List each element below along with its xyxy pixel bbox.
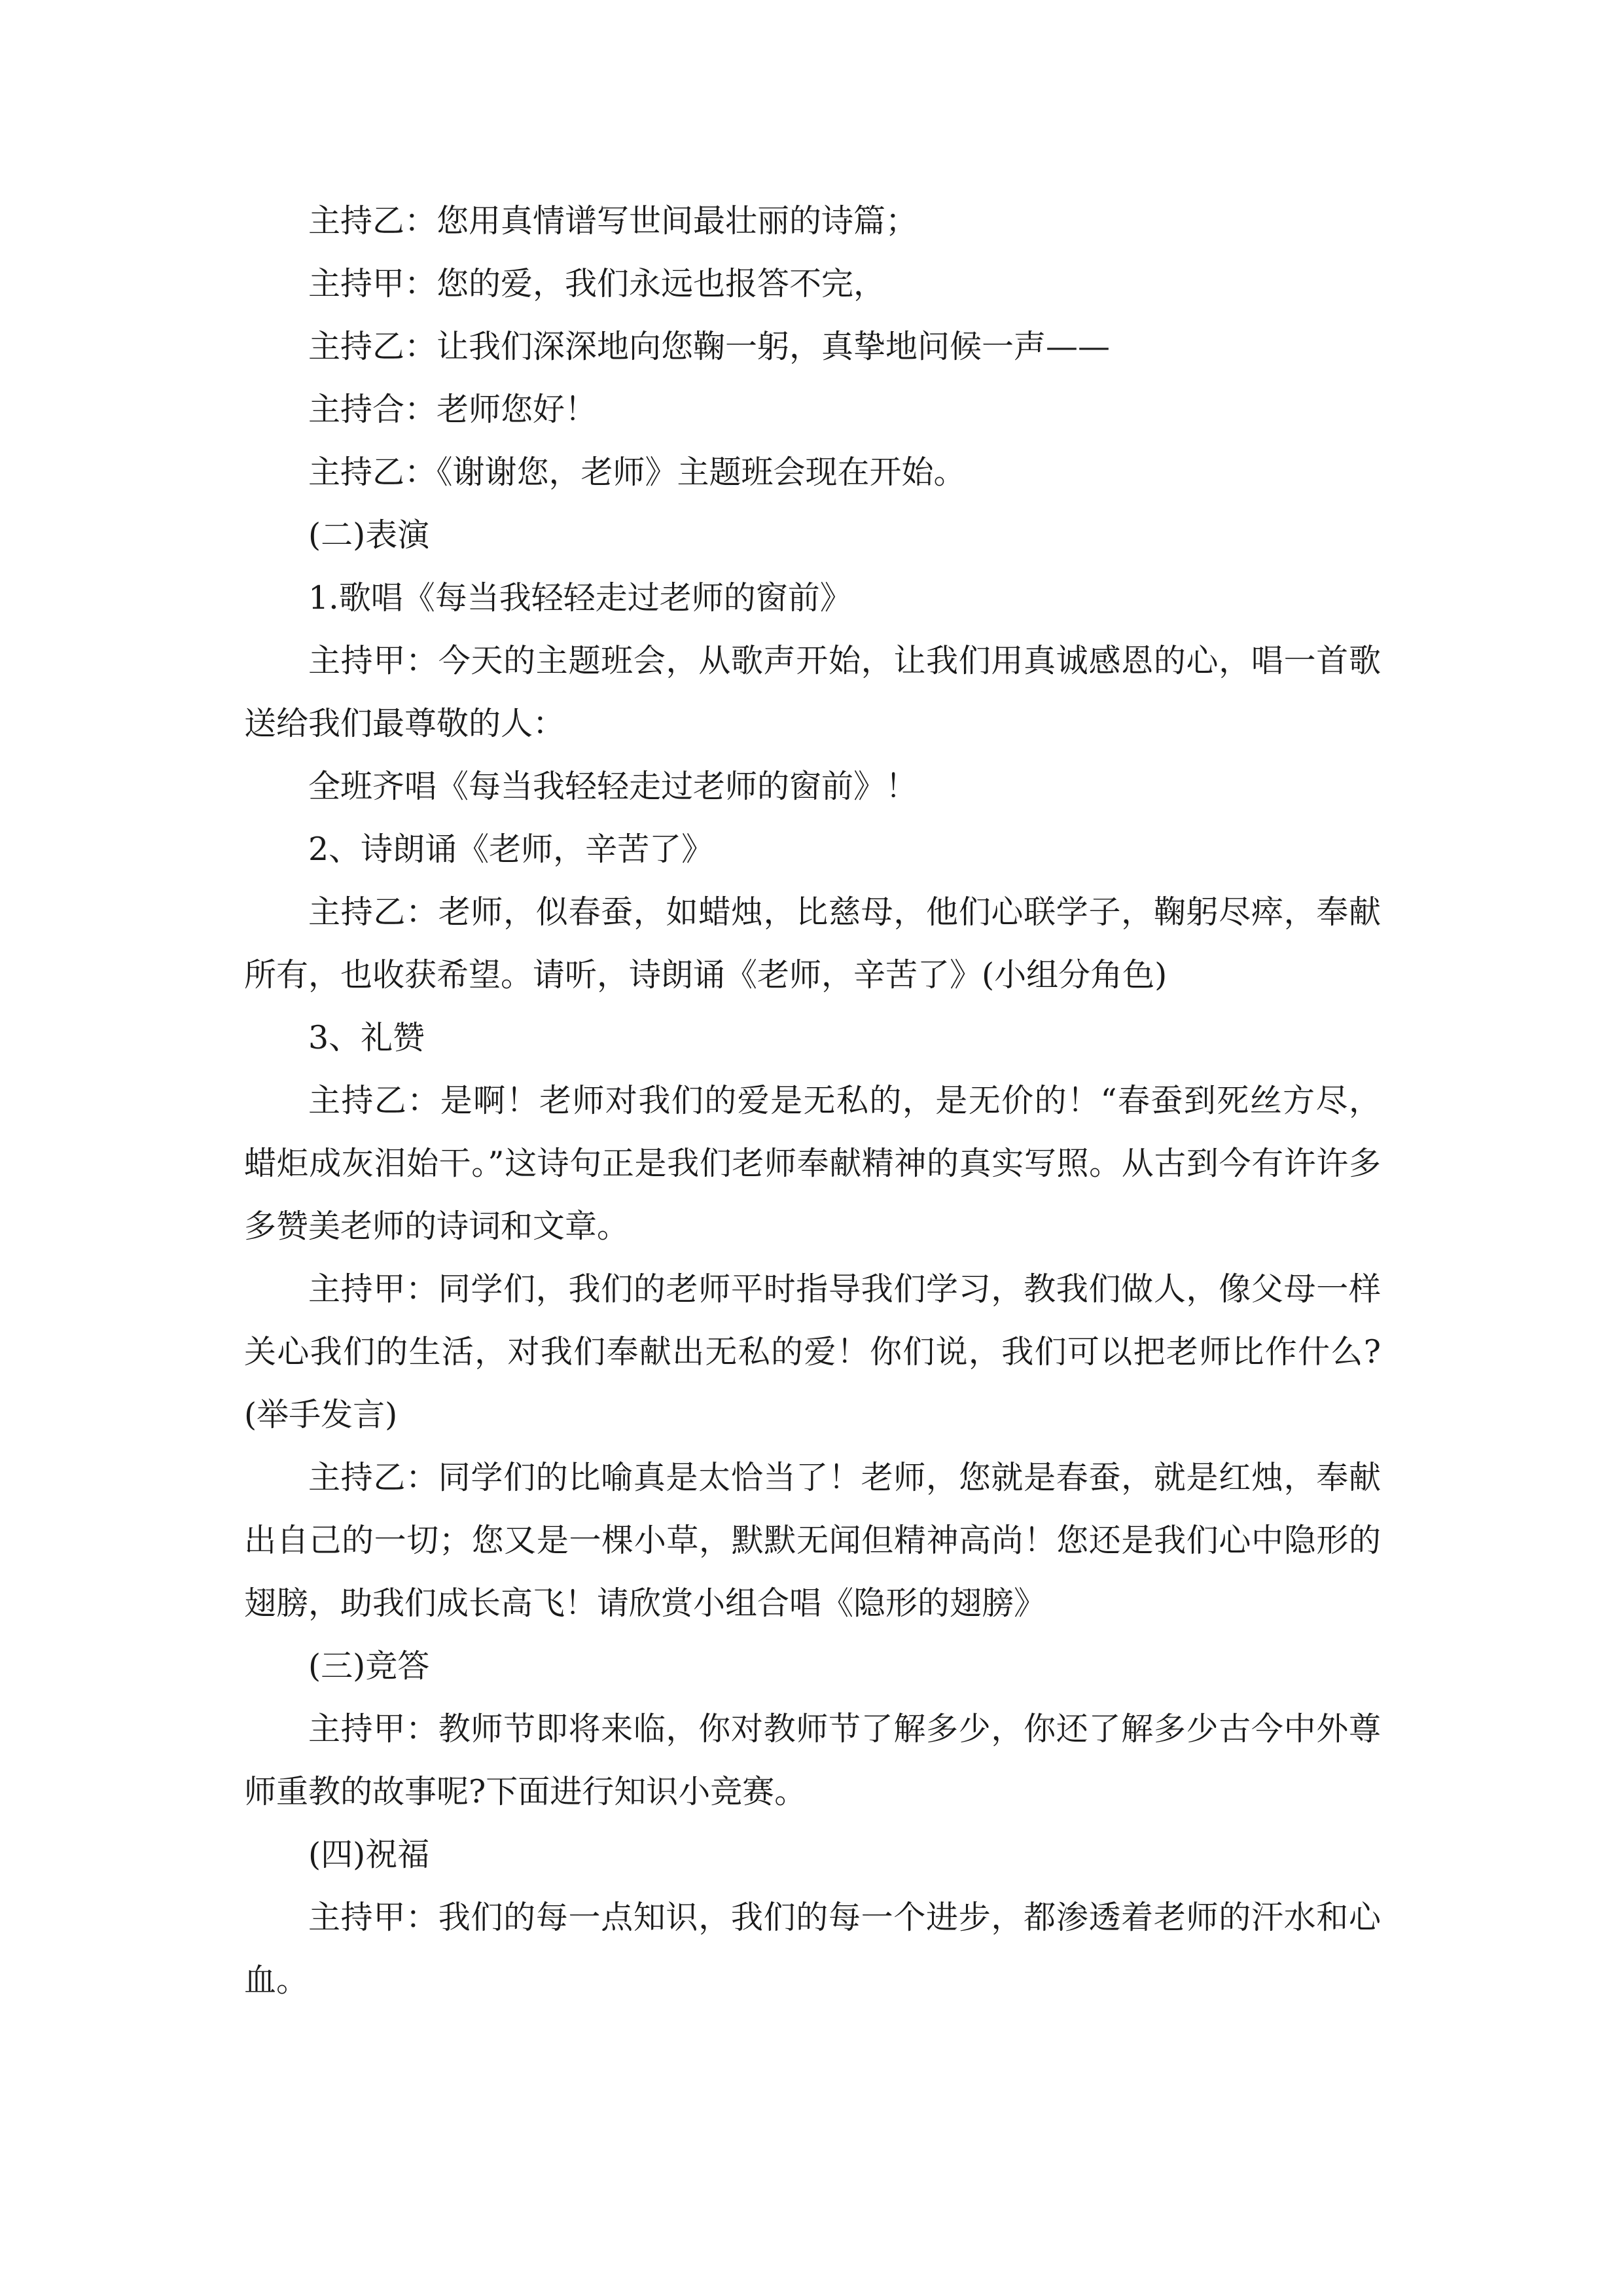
- paragraph: 主持合：老师您好！: [308, 391, 597, 428]
- section-heading: (四)祝福: [308, 1836, 430, 1873]
- sub-heading: 1.歌唱《每当我轻轻走过老师的窗前》: [308, 579, 852, 617]
- paragraph: 主持乙：《谢谢您，老师》主题班会现在开始。: [308, 454, 966, 491]
- paragraph: 全班齐唱《每当我轻轻走过老师的窗前》！: [308, 768, 918, 805]
- paragraph: 主持乙：您用真情谱写世间最壮丽的诗篇；: [308, 202, 918, 240]
- paragraph: 主持甲：教师节即将来临，你对教师节了解多少，你还了解多少古今中外尊师重教的故事呢?下面进行知识小竞赛。: [244, 1710, 1381, 1810]
- paragraph: 主持乙：老师，似春蚕，如蜡烛，比慈母，他们心联学子，鞠躬尽瘁，奉献所有，也收获希望。请听，诗朗诵《老师，辛苦了》(小组分角色): [244, 893, 1381, 994]
- section-heading: (三)竞答: [308, 1647, 430, 1685]
- document-body: [244, 190, 1381, 2012]
- paragraph: 主持甲：同学们，我们的老师平时指导我们学习，教我们做人，像父母一样关心我们的生活，对我们奉献出无私的爱！你们说，我们可以把老师比作什么?(举手发言): [244, 1270, 1381, 1433]
- paragraph: 主持甲：您的爱，我们永远也报答不完，: [308, 265, 886, 302]
- section-heading: (二)表演: [308, 516, 430, 554]
- paragraph: 主持甲：今天的主题班会，从歌声开始，让我们用真诚感恩的心，唱一首歌送给我们最尊敬的人：: [244, 642, 1381, 742]
- paragraph: 主持乙：是啊！老师对我们的爱是无私的，是无价的！“春蚕到死丝方尽，蜡炬成灰泪始干。”这诗句正是我们老师奉献精神的真实写照。从古到今有许许多多赞美老师的诗词和文章。: [244, 1082, 1381, 1245]
- sub-heading: 2、诗朗诵《老师，辛苦了》: [308, 831, 714, 868]
- sub-heading: 3、礼赞: [308, 1019, 425, 1056]
- paragraph: 主持甲：我们的每一点知识，我们的每一个进步，都渗透着老师的汗水和心血。: [244, 1899, 1381, 1999]
- paragraph: 主持乙：同学们的比喻真是太恰当了！老师，您就是春蚕，就是红烛，奉献出自己的一切；您又是一棵小草，默默无闻但精神高尚！您还是我们心中隐形的翅膀，助我们成长高飞！请欣赏小组合唱《隐形的翅膀》: [244, 1459, 1381, 1622]
- paragraph: 主持乙：让我们深深地向您鞠一躬，真挚地问候一声——: [308, 328, 1111, 365]
